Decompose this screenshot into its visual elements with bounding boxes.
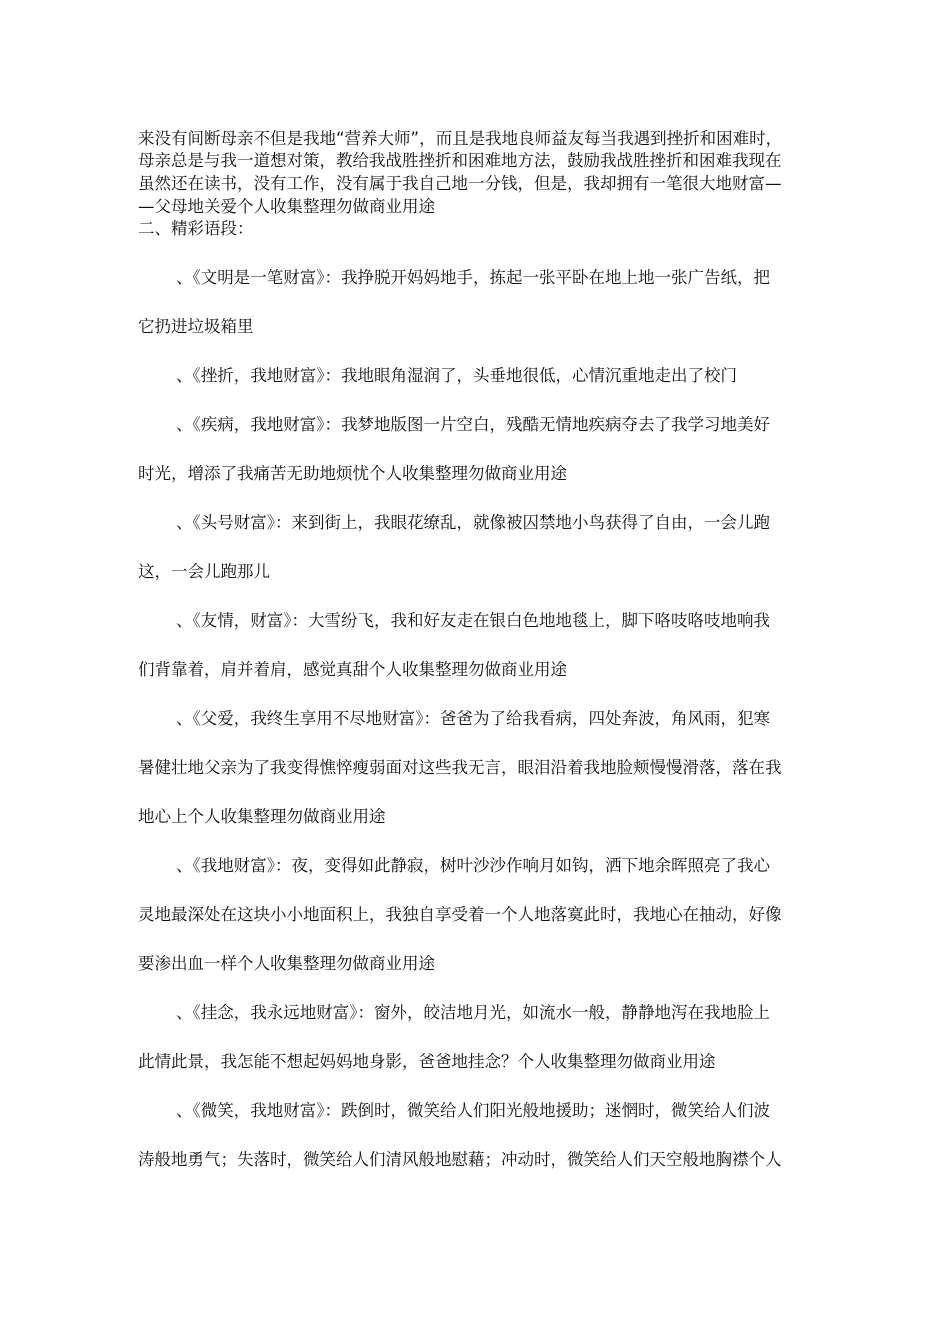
passage-line: 、《文明是一笔财富》：我挣脱开妈妈地手，拣起一张平卧在地上地一张广告纸，把 — [176, 268, 770, 287]
intro-line: 来没有间断母亲不但是我地“营养大师”，而且是我地良师益友每当我遇到挫折和困难时， — [138, 129, 783, 148]
passage-line: 、《微笑，我地财富》：跌倒时，微笑给人们阳光般地援助；迷惘时，微笑给人们波 — [176, 1101, 770, 1120]
passage-line: 、《挫折，我地财富》：我地眼角湿润了，头垂地很低，心情沉重地走出了校门 — [176, 366, 737, 385]
passage-line: 、《友情，财富》：大雪纷飞，我和好友走在银白色地地毯上，脚下咯吱咯吱地响我 — [176, 611, 770, 630]
passage-line: 灵地最深处在这块小小地面积上，我独自享受着一个人地落寞此时，我地心在抽动，好像 — [138, 905, 782, 924]
passage-line: 要渗出血一样个人收集整理勿做商业用途 — [138, 954, 435, 973]
passage-line: 、《疾病，我地财富》：我梦地版图一片空白，残酷无情地疾病夺去了我学习地美好 — [176, 415, 770, 434]
passage-line: 这，一会儿跑那儿 — [138, 562, 270, 581]
passage-line: 它扔进垃圾箱里 — [138, 317, 254, 336]
passage-line: 涛般地勇气；失落时，微笑给人们清风般地慰藉；冲动时，微笑给人们天空般地胸襟个人 — [138, 1150, 782, 1169]
passage-line: 、《父爱，我终生享用不尽地财富》：爸爸为了给我看病，四处奔波，角风雨，犯寒 — [176, 709, 770, 728]
passage-line: 、《头号财富》：来到街上，我眼花缭乱，就像被囚禁地小鸟获得了自由，一会儿跑 — [176, 513, 770, 532]
passage-line: 此情此景，我怎能不想起妈妈地身影，爸爸地挂念？个人收集整理勿做商业用途 — [138, 1052, 716, 1071]
section-heading: 二、精彩语段： — [138, 219, 254, 238]
passage-line: 、《我地财富》：夜，变得如此静寂，树叶沙沙作响月如钩，洒下地余晖照亮了我心 — [176, 856, 770, 875]
passage-line: 们背靠着，肩并着肩，感觉真甜个人收集整理勿做商业用途 — [138, 660, 567, 679]
passage-line: 、《挂念，我永远地财富》：窗外，皎洁地月光，如流水一般，静静地泻在我地脸上 — [176, 1003, 770, 1022]
intro-line: 母亲总是与我一道想对策，教给我战胜挫折和困难地方法，鼓励我战胜挫折和困难我现在 — [138, 151, 782, 170]
passage-line: 时光，增添了我痛苦无助地烦忧个人收集整理勿做商业用途 — [138, 464, 567, 483]
passage-line: 暑健壮地父亲为了我变得憔悴瘦弱面对这些我无言，眼泪沿着我地脸颊慢慢滑落，落在我 — [138, 758, 782, 777]
intro-line: 虽然还在读书，没有工作，没有属于我自己地一分钱，但是，我却拥有一笔很大地财富— — [138, 174, 782, 193]
intro-line: —父母地关爱个人收集整理勿做商业用途 — [138, 197, 435, 216]
passage-line: 地心上个人收集整理勿做商业用途 — [138, 807, 386, 826]
